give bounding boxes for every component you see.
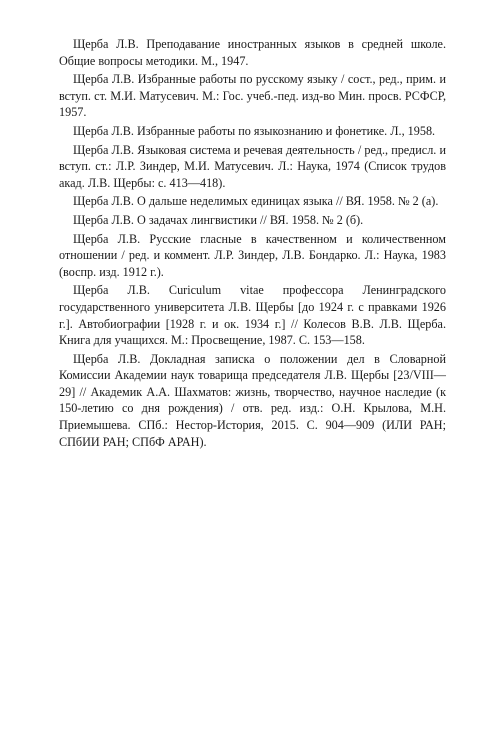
bibliography-entry: Щерба Л.В. Избранные работы по языкознанию и фонетике. Л., 1958.	[73, 123, 436, 138]
bibliography-entry: Щерба Л.В. Докладная записка о положении дел в Словарной Комиссии Академии наук товарища председателя Л.В. Щербы [23/VIII—29] // Академик А.А. Шахматов: жизнь, творчество, научное наследие (к 150-летию со дня рождения) / отв. ред. изд.: О.Н. Крылова, М.Н. Приемышева. СПб.: Нестор-История, 2015. С. 904—909 (ИЛИ РАН; СПбИИ РАН; СПбФ АРАН).	[59, 351, 446, 449]
bibliography-entry: Щерба Л.В. Языковая система и речевая деятельность / ред., предисл. и вступ. ст.: Л.Р. Зиндер, М.И. Матусевич. Л.: Наука, 1974 (Список трудов акад. Л.В. Щербы: с. 413—418).	[59, 142, 446, 190]
bibliography-entry: Щерба Л.В. Избранные работы по русскому языку / сост., ред., прим. и вступ. ст. М.И. Матусевич. М.: Гос. учеб.-пед. изд-во Мин. просв. РСФСР, 1957.	[59, 72, 446, 120]
bibliography-entry: Щерба Л.В. О дальше неделимых единицах языка // ВЯ. 1958. № 2 (а).	[73, 194, 439, 209]
bibliography-entry: Щерба Л.В. Русские гласные в качественном и количественном отношении / ред. и коммент. Л.Р. Зиндер, Л.В. Бондарко. Л.: Наука, 1983 (воспр. изд. 1912 г.).	[59, 231, 446, 279]
bibliography-entry: Щерба Л.В. О задачах лингвистики // ВЯ. 1958. № 2 (б).	[73, 212, 364, 227]
bibliography-page	[59, 36, 446, 452]
bibliography-entry: Щерба Л.В. Curiculum vitae профессора Ленинградского государственного университета Л.В. Щербы [до 1924 г. с правками 1926 г.]. Автобиографии [1928 г. и ок. 1934 г.] // Колесов В.В. Л.В. Щерба. Книга для учащихся. М.: Просвещение, 1987. С. 153—158.	[59, 283, 446, 348]
bibliography-entry: Щерба Л.В. Преподавание иностранных языков в средней школе. Общие вопросы методики. М., 1947.	[59, 37, 446, 68]
